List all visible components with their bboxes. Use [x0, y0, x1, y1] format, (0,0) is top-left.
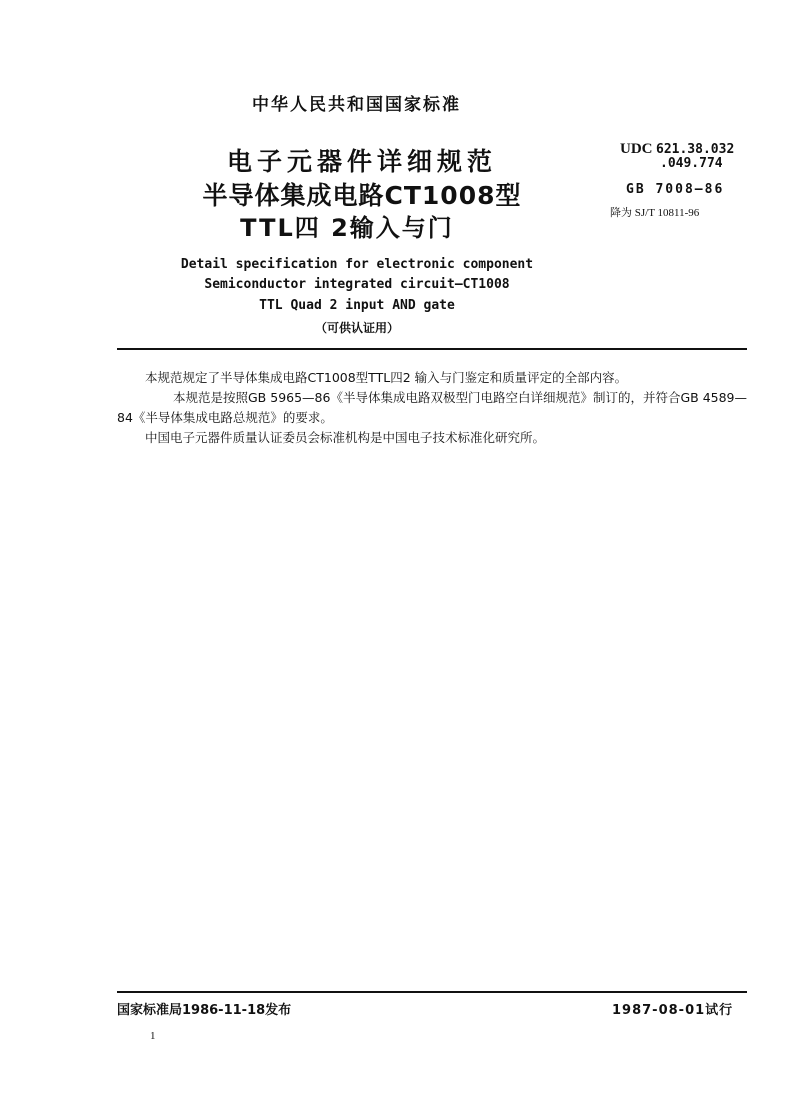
udc-code-line-2: .049.774 — [660, 156, 723, 171]
title-en-line-1: Detail specification for electronic component — [180, 257, 534, 272]
issuing-organization: 中华人民共和国国家标准 — [252, 95, 461, 115]
gb-standard-number: GB 7008—86 — [626, 182, 725, 197]
issue-date: 国家标准局1986-11-18发布 — [117, 1003, 292, 1018]
page-number: 1 — [150, 1030, 156, 1042]
udc-label: UDC — [620, 141, 653, 157]
top-divider — [117, 348, 747, 350]
body-paragraph-basis — [117, 388, 747, 428]
replacement-note: 降为 SJ/T 10811-96 — [610, 207, 700, 219]
body-paragraph-authority: 中国电子元器件质量认证委员会标准机构是中国电子技术标准化研究所。 — [145, 430, 546, 445]
title-cn-line-1: 电子元器件详细规范 — [226, 147, 497, 176]
title-en-line-2: Semiconductor integrated circuit—CT1008 — [204, 277, 510, 292]
title-cn-line-2: 半导体集成电路CT1008型 — [202, 181, 522, 210]
bottom-divider — [117, 991, 747, 993]
udc-code-line-1: 621.38.032 — [656, 142, 735, 157]
certification-note: （可供认证用） — [314, 321, 399, 335]
title-en-line-3: TTL Quad 2 input AND gate — [259, 298, 455, 313]
body-paragraph-scope: 本规范规定了半导体集成电路CT1008型TTL四2 输入与门鉴定和质量评定的全部内容。 — [145, 370, 628, 385]
body-paragraph-basis-text: 本规范是按照GB 5965—86《半导体集成电路双极型门电路空白详细规范》制订的，并符合GB 4589—84《半导体集成电路总规范》的要求。 — [117, 390, 748, 425]
effective-date: 1987-08-01试行 — [612, 1003, 734, 1018]
title-cn-line-3: TTL四 2输入与门 — [240, 214, 454, 242]
